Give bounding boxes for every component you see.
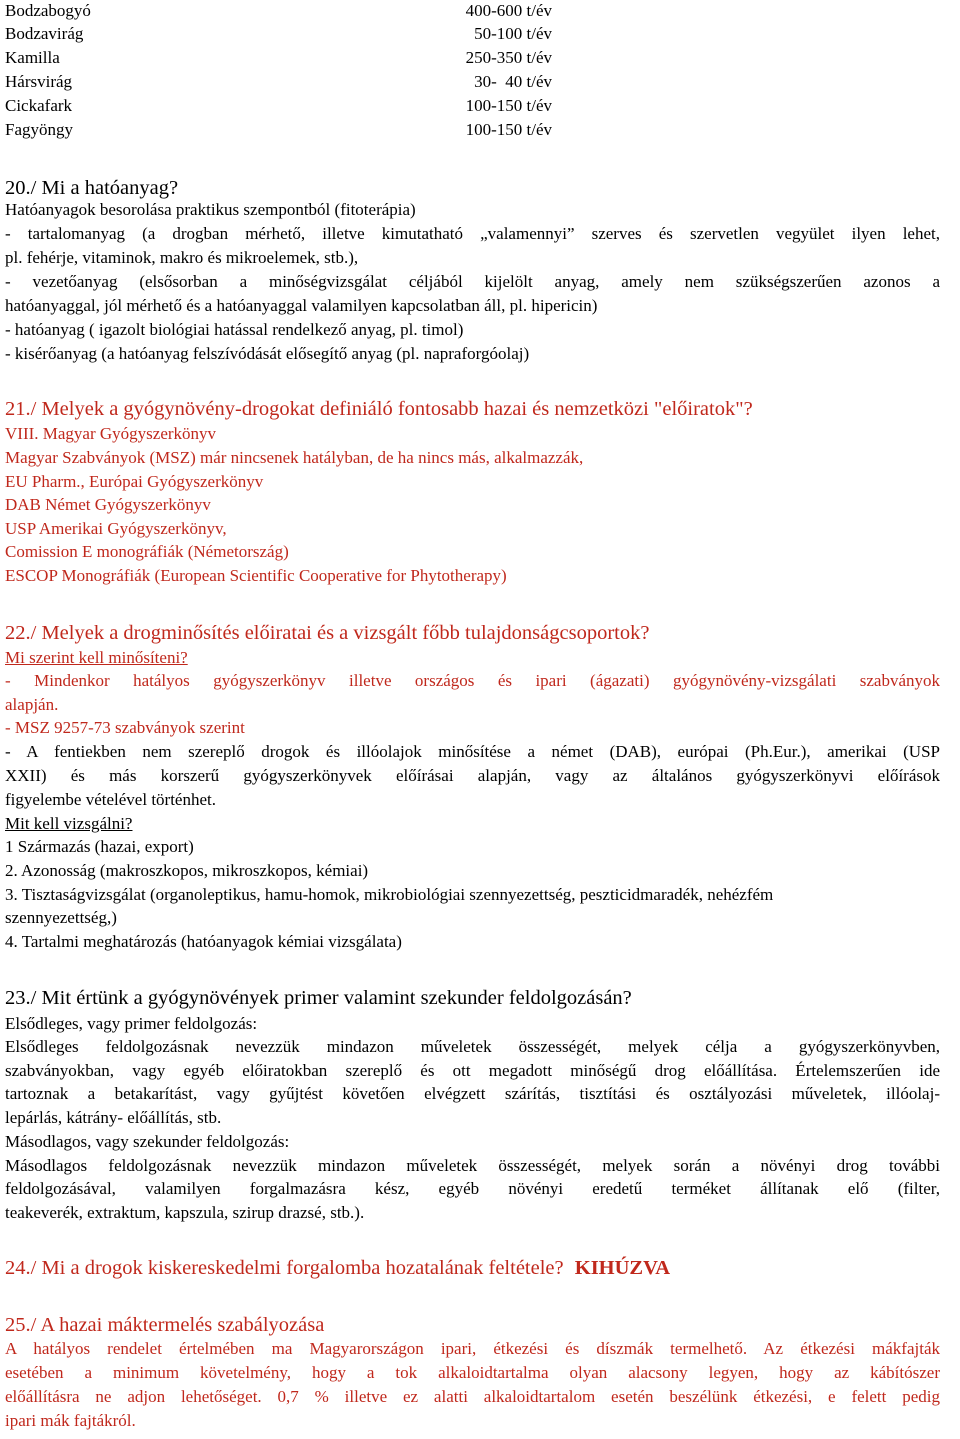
q23-line: tartoznak a betakarítást, vagy gyűjtést követően elvégzett szárítás, tisztítási és osztályozási műveletek, illóolaj- [5, 1084, 940, 1103]
q21-line: USP Amerikai Gyógyszerkönyv, [5, 519, 227, 538]
q22-red-line: alapján. [5, 695, 59, 714]
q21-heading: 21./ Melyek a gyógynövény-drogokat definiáló fontosabb hazai és nemzetközi "előiratok"? [5, 398, 753, 420]
q22-item: 3. Tisztaságvizsgálat (organoleptikus, hamu-homok, mikrobiológiai szennyezettség, peszticidmaradék, nehézfém [5, 885, 774, 904]
herb-name: Hársvirág [5, 72, 73, 91]
herb-quantity: 50-100 t/év [474, 24, 552, 43]
herb-quantity: 30- 40 t/év [474, 72, 552, 91]
q22-line: - A fentiekben nem szereplő drogok és illóolajok minősítése a német (DAB), európai (Ph.Eur.), amerikai (USP [5, 742, 940, 761]
q23-heading: 23./ Mit értünk a gyógynövények primer valamint szekunder feldolgozásán? [5, 987, 632, 1009]
q24-crossed-out-flag: KIHÚZVA [574, 1257, 671, 1279]
q21-line: VIII. Magyar Gyógyszerkönyv [5, 424, 217, 443]
q22-red-line: - Mindenkor hatályos gyógyszerkönyv illetve országos és ipari (ágazati) gyógynövény-vizsgálati szabványok [5, 671, 940, 690]
q22-item: 4. Tartalmi meghatározás (hatóanyagok kémiai vizsgálata) [5, 932, 402, 951]
herb-name: Fagyöngy [5, 120, 73, 139]
q25-line: előállításra ne adjon lehetőséget. 0,7 % illetve ez alatti alkaloidtartalom esetén beszélünk étkezési, e felett pedig [5, 1387, 940, 1406]
q22-item: szennyezettség,) [5, 908, 117, 927]
q23-line: Elsődleges, vagy primer feldolgozás: [5, 1014, 258, 1033]
q23-line: Elsődleges feldolgozásnak nevezzük mindazon műveletek összességét, melyek célja a gyógyszerkönyvben, [5, 1037, 940, 1056]
q22-line: figyelembe vételével történhet. [5, 790, 216, 809]
q22-subheading: Mit kell vizsgálni? [5, 814, 133, 833]
q23-line: teakeverék, extraktum, kapszula, szirup drazsé, stb.). [5, 1203, 365, 1222]
q20-line: pl. fehérje, vitaminok, makro és mikroelemek, stb.), [5, 248, 359, 267]
q20-line: hatóanyaggal, jól mérhető és a hatóanyaggal valamilyen kapcsolatban áll, pl. hipericin) [5, 296, 598, 315]
q21-line: Comission E monográfiák (Németország) [5, 542, 289, 561]
herb-name: Cickafark [5, 96, 73, 115]
q23-line: feldolgozásával, valamilyen forgalmazásra kész, egyéb növényi eredetű terméket állítanak elő (filter, [5, 1179, 940, 1198]
q23-line: lepárlás, kátrány- előállítás, stb. [5, 1108, 222, 1127]
q21-line: DAB Német Gyógyszerkönyv [5, 495, 211, 514]
q23-line: szabványokban, vagy egyéb előiratokban szereplő és ott megadott minőségű drog előállítása. Értelemszerűen ide [5, 1061, 940, 1080]
q25-line: ipari mák fajtákról. [5, 1411, 136, 1430]
herb-name: Kamilla [5, 48, 60, 67]
q21-line: EU Pharm., Európai Gyógyszerkönyv [5, 472, 264, 491]
q24-title: 24./ Mi a drogok kiskereskedelmi forgalomba hozatalának feltétele? [5, 1257, 564, 1279]
herb-name: Bodzabogyó [5, 1, 91, 20]
q25-heading: 25./ A hazai máktermelés szabályozása [5, 1314, 325, 1336]
q22-heading: 22./ Melyek a drogminősítés előiratai és a vizsgált főbb tulajdonságcsoportok? [5, 622, 650, 644]
q25-line: A hatályos rendelet értelmében ma Magyarországon ipari, étkezési és díszmák termelhető. Az étkezési mákfajták [5, 1339, 940, 1358]
q20-line: - hatóanyag ( igazolt biológiai hatással rendelkező anyag, pl. timol) [5, 320, 464, 339]
herb-name: Bodzavirág [5, 24, 84, 43]
q20-line: - tartalomanyag (a drogban mérhető, illetve kimutatható „valamennyi” szerves és szervetlen vegyület ilyen lehet, [5, 224, 940, 243]
q20-line: - vezetőanyag (elsősorban a minőségvizsgálat céljából kijelölt anyag, amely nem szükségszerűen azonos a [5, 272, 940, 291]
herb-quantity: 100-150 t/év [465, 96, 552, 115]
herb-quantity: 400-600 t/év [465, 1, 552, 20]
q22-subheading: Mi szerint kell minősíteni? [5, 648, 188, 667]
q21-line: ESCOP Monográfiák (European Scientific Cooperative for Phytotherapy) [5, 566, 507, 585]
q20-line: - kisérőanyag (a hatóanyag felszívódását elősegítő anyag (pl. napraforgóolaj) [5, 344, 530, 363]
herb-quantity: 250-350 t/év [465, 48, 552, 67]
q20-heading: 20./ Mi a hatóanyag? [5, 177, 179, 199]
herb-quantity: 100-150 t/év [465, 120, 552, 139]
q22-item: 1 Származás (hazai, export) [5, 837, 194, 856]
q20-line: Hatóanyagok besorolása praktikus szempontból (fitoterápia) [5, 200, 416, 219]
q22-line: XXII) és más korszerű gyógyszerkönyvek előírásai alapján, vagy az általános gyógyszerkönyvi előírások [5, 766, 940, 785]
q23-line: Másodlagos, vagy szekunder feldolgozás: [5, 1132, 290, 1151]
q22-red-line: - MSZ 9257-73 szabványok szerint [5, 718, 245, 737]
q23-line: Másodlagos feldolgozásnak nevezzük mindazon műveletek összességét, melyek során a növényi drog további [5, 1156, 940, 1175]
q21-line: Magyar Szabványok (MSZ) már nincsenek hatályban, de ha nincs más, alkalmazzák, [5, 448, 584, 467]
q24-heading [5, 1255, 670, 1281]
q25-line: esetében a minimum követelmény, hogy a tok alkaloidtartalma olyan alacsony legyen, hogy az kábítószer [5, 1363, 940, 1382]
q22-item: 2. Azonosság (makroszkopos, mikroszkopos, kémiai) [5, 861, 369, 880]
